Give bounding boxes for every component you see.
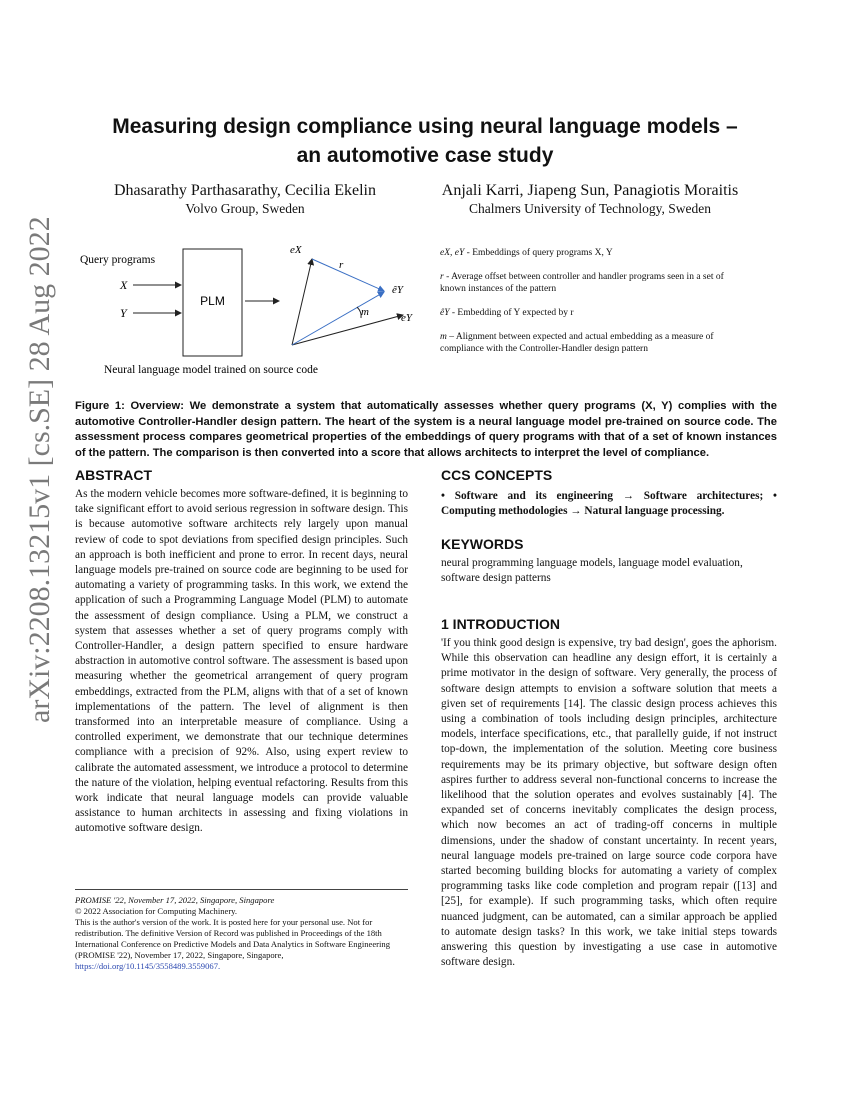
- footnote-rule: [75, 889, 408, 890]
- author-affiliation: Volvo Group, Sweden: [185, 201, 305, 216]
- keywords-section: [441, 536, 777, 586]
- author-names: Anjali Karri, Jiapeng Sun, Panagiotis Moraitis: [441, 182, 739, 199]
- r-vector: [312, 259, 384, 291]
- author-affiliation: Chalmers University of Technology, Sweden: [468, 201, 711, 216]
- ex-label: eX: [290, 244, 302, 256]
- keywords-heading: KEYWORDS: [441, 536, 524, 552]
- keywords-text: neural programming language models, language model evaluation, software design patterns: [441, 557, 743, 585]
- introduction-section: [441, 616, 777, 970]
- title-line-2: an automotive case study: [296, 144, 554, 167]
- title-line-1: Measuring design compliance using neural language models –: [112, 115, 738, 138]
- doi-link[interactable]: https://doi.org/10.1145/3558489.3559067.: [75, 961, 221, 971]
- legend-item: r - Average offset between controller and handler programs seen in a set of known instances of the pattern: [440, 272, 724, 294]
- ehat-y-vector: [292, 292, 384, 345]
- overview-diagram: [75, 235, 430, 380]
- arxiv-sidebar: [20, 216, 60, 723]
- footnote-notice: This is the author's version of the work. It is posted here for your personal use. Not for redistribution. The definitive Version of Record was published in Proceedings of the 18th International Conference on Predictive Models and Data Analytics in Software Engineering (PROMISE '22), November 17, 2022, Singapore, Singapore, https://doi.org/10.1145/3558489.3559067.: [75, 917, 391, 971]
- footnote-venue: PROMISE '22, November 17, 2022, Singapore, Singapore: [75, 895, 275, 905]
- intro-heading: 1 INTRODUCTION: [441, 616, 560, 632]
- ey-label: eY: [401, 312, 412, 324]
- author-block-2: [420, 182, 760, 217]
- author-names: Dhasarathy Parthasarathy, Cecilia Ekelin: [114, 182, 376, 199]
- query-programs-label: Query programs: [80, 254, 156, 266]
- legend-item: êY - Embedding of Y expected by r: [440, 308, 574, 318]
- y-label: Y: [120, 306, 127, 320]
- footnote-copyright: © 2022 Association for Computing Machinery.: [75, 906, 238, 916]
- ccs-text: • Software and its engineering → Software architectures; • Computing methodologies → Natural language processing.: [441, 490, 777, 518]
- ccs-heading: CCS CONCEPTS: [441, 467, 553, 483]
- r-label: r: [339, 259, 344, 271]
- footnote: [75, 895, 408, 972]
- ccs-section: [441, 467, 777, 519]
- ex-vector: [292, 259, 312, 345]
- author-block-1: [75, 182, 415, 217]
- figure-legend: [440, 247, 750, 355]
- abstract-heading: ABSTRACT: [75, 467, 152, 483]
- legend-item: eX, eY - Embeddings of query programs X, Y: [440, 248, 613, 258]
- legend-item: m – Alignment between expected and actual embedding as a measure of compliance with the Controller-Handler design pattern: [440, 332, 714, 354]
- paper-title: [0, 112, 850, 170]
- abstract-section: [75, 467, 408, 837]
- m-label: m: [361, 306, 369, 318]
- ehat-y-label: êY: [392, 284, 403, 296]
- diagram-subtitle: Neural language model trained on source code: [104, 364, 318, 376]
- arxiv-id: arXiv:2208.13215v1 [cs.SE] 28 Aug 2022: [23, 216, 56, 723]
- plm-label: PLM: [200, 294, 225, 308]
- intro-text: 'If you think good design is expensive, try bad design', goes the aphorism. While this observation can headline any design effort, it is certainly a prime motivator in the design of software. Very generally, the process of software design attempts to envision a software solution that meets a given set of requirements [14]. The classic design process achieves this using a combination of tools including design principles, architecture models, interface specifications, etc., that parallelly guide, if not instruct top-down, the implementation of the solution. Meeting core business requirements may be its primary objective, but software design often aspires further to address several non-functional concerns to increase the likelihood that the solution operates and evolves sustainably [4]. The expanded set of concerns inevitably complicates the design process, which now becomes an act of trading-off concerns in multiple dimensions, under the shadow of constant uncertainty. In recent years, neural language models pre-trained on large source code corpora have started becoming building blocks for automating a variety of complex programming tasks like code completion and program repair ([13] and [25], for example). If such programming tasks, which often require nuanced judgment, can be automated, can a similar approach be applied to automate design tasks? In this work, we take initial steps towards answering this question by investigating a use case in automotive software design.: [441, 637, 777, 969]
- x-label: X: [120, 278, 128, 292]
- abstract-text: As the modern vehicle becomes more software-defined, it is beginning to take significant effort to avoid serious regression in software design. This is because automotive software architects rely largely upon manual review of code to spot deviations from specified design principles. Such an approach is both inefficient and prone to error. In recent days, neural language models pre-trained on source code are beginning to be used for automating a variety of programming tasks. In this work, we extend the application of such a Programming Language Model (PLM) to automate the assessment of design compliance. Using a PLM, we construct a system that assesses whether a set of query programs comply with Controller-Handler, a design pattern specified to ensure hardware abstraction in automotive control software. The assessment is based upon measuring whether the geometrical arrangement of query program embeddings, extracted from the PLM, aligns with that of a set of known implementations of the pattern. The level of alignment is then transformed into an interpretable measure of compliance. Using a controlled experiment, we demonstrate that our technique determines compliance with a precision of 92%. Also, using expert review to calibrate the automated assessment, we introduce a protocol to determine the nature of the violation, helping eventual refactoring. Results from this work indicate that neural language models can provide valuable assistance to human architects in assessing and fixing violations in automotive software design.: [75, 488, 408, 835]
- figure-caption: Figure 1: Overview: We demonstrate a system that automatically assesses whether query programs (X, Y) complies with the automotive Controller-Handler design pattern. The heart of the system is a neural language model pre-trained on source code. The assessment process compares geometrical properties of the embeddings of query programs with that of a set of known instances of the pattern. The comparison is then converted into a score that allows architects to interpret the level of compliance.: [75, 400, 777, 459]
- ey-vector: [292, 315, 403, 345]
